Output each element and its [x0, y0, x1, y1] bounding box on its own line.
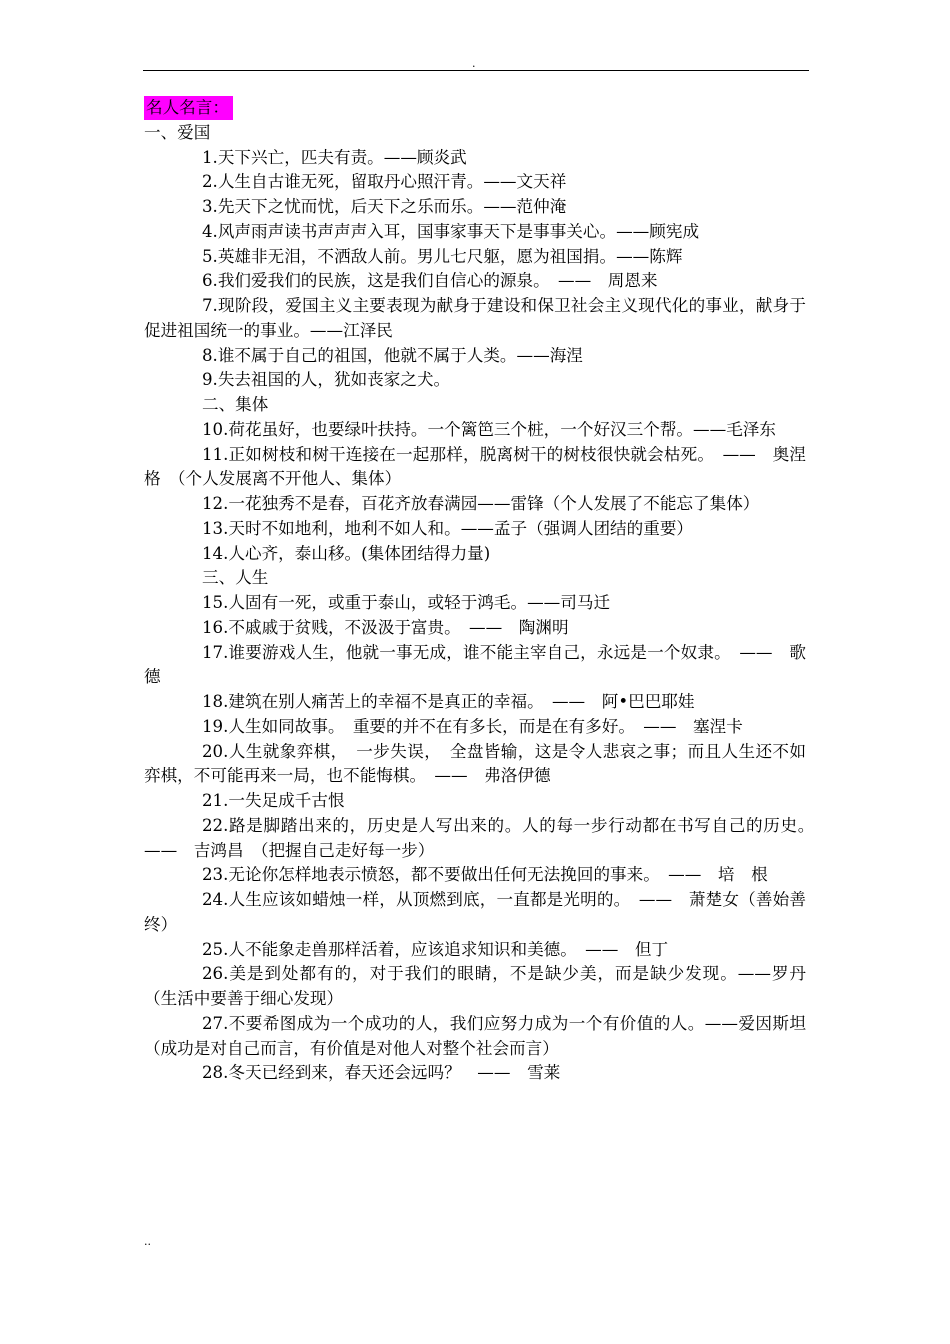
- quote-line: 7.现阶段，爱国主义主要表现为献身于建设和保卫社会主义现代化的事业，献身于促进祖国统一的事业。——江泽民: [144, 296, 806, 340]
- quote-line: 4.风声雨声读书声声声入耳，国事家事天下是事事关心。——顾宪成: [202, 221, 700, 241]
- quote-line: 22.路是脚踏出来的，历史是人写出来的。人的每一步行动都在书写自己的历史。 —— 吉鸿昌 （把握自己走好每一步）: [144, 815, 823, 860]
- quote-line: 19.人生如同故事。 重要的并不在有多长，而是在有多好。 —— 塞涅卡: [202, 716, 743, 736]
- quote-line: 26.美是到处都有的，对于我们的眼睛，不是缺少美，而是缺少发现。——罗丹（生活中要善于细心发现）: [144, 964, 806, 1008]
- quote-line: 三、人生: [202, 568, 269, 588]
- quote-line: 28.冬天已经到来，春天还会远吗？ —— 雪莱: [202, 1063, 561, 1083]
- quote-line: 20.人生就象弈棋， 一步失误， 全盘皆输，这是令人悲哀之事；而且人生还不如弈棋，不可能再来一局，也不能悔棋。 —— 弗洛伊德: [144, 741, 806, 786]
- quote-line: 12.一花独秀不是春，百花齐放春满园——雷锋（个人发展了不能忘了集体）: [202, 494, 760, 513]
- quote-line: 21.一失足成千古恨: [202, 791, 345, 810]
- quote-line: 16.不戚戚于贫贱，不汲汲于富贵。 —— 陶渊明: [202, 617, 569, 637]
- quote-line: 8.谁不属于自己的祖国，他就不属于人类。——海涅: [202, 345, 583, 365]
- quote-line: 25.人不能象走兽那样活着，应该追求知识和美德。 —— 但丁: [202, 939, 669, 959]
- quote-line: 10.荷花虽好，也要绿叶扶持。一个篱笆三个桩，一个好汉三个帮。——毛泽东: [202, 419, 776, 439]
- quote-line: 一、爱国: [144, 122, 211, 142]
- header-rule: [143, 70, 809, 71]
- quote-line: 14.人心齐，泰山移。(集体团结得力量): [202, 543, 491, 563]
- quote-line: 5.英雄非无泪，不洒敌人前。男儿七尺躯，愿为祖国捐。——陈辉: [202, 246, 683, 266]
- title-line: [144, 96, 806, 121]
- quote-line: 18.建筑在别人痛苦上的幸福不是真正的幸福。 —— 阿•巴巴耶娃: [202, 692, 695, 711]
- quote-line: 24.人生应该如蜡烛一样，从顶燃到底，一直都是光明的。 —— 萧楚女（善始善终）: [144, 890, 806, 934]
- quote-line: 1.天下兴亡，匹夫有责。——顾炎武: [202, 147, 467, 167]
- footer-mark: ..: [144, 1235, 151, 1248]
- quote-line: 二、集体: [202, 395, 269, 414]
- quote-line: 15.人固有一死，或重于泰山，或轻于鸿毛。——司马迁: [202, 593, 611, 612]
- document-body: [144, 96, 823, 1086]
- quote-line: 6.我们爱我们的民族，这是我们自信心的源泉。 —— 周恩来: [202, 271, 658, 291]
- quote-line: 13.天时不如地利，地利不如人和。——孟子（强调人团结的重要）: [202, 518, 694, 538]
- quote-line: 2.人生自古谁无死，留取丹心照汗青。——文天祥: [202, 172, 567, 192]
- quote-line: 27.不要希图成为一个成功的人，我们应努力成为一个有价值的人。——爱因斯坦（成功是对自己而言，有价值是对他人对整个社会而言）: [144, 1013, 806, 1058]
- quote-line: 23.无论你怎样地表示愤怒，都不要做出任何无法挽回的事来。 —— 培 根: [202, 865, 768, 885]
- quote-line: 3.先天下之忧而忧，后天下之乐而乐。——范仲淹: [202, 197, 567, 216]
- page-title: 名人名言：: [144, 96, 233, 120]
- quote-list: [144, 121, 823, 1086]
- quote-line: 17.谁要游戏人生，他就一事无成，谁不能主宰自己，永远是一个奴隶。 —— 歌德: [144, 642, 806, 687]
- quote-line: 11.正如树枝和树干连接在一起那样，脱离树干的树枝很快就会枯死。 —— 奥涅格 （个人发展离不开他人、集体）: [144, 444, 806, 489]
- header-mark: .: [472, 57, 476, 70]
- quote-line: 9.失去祖国的人，犹如丧家之犬。: [202, 370, 451, 390]
